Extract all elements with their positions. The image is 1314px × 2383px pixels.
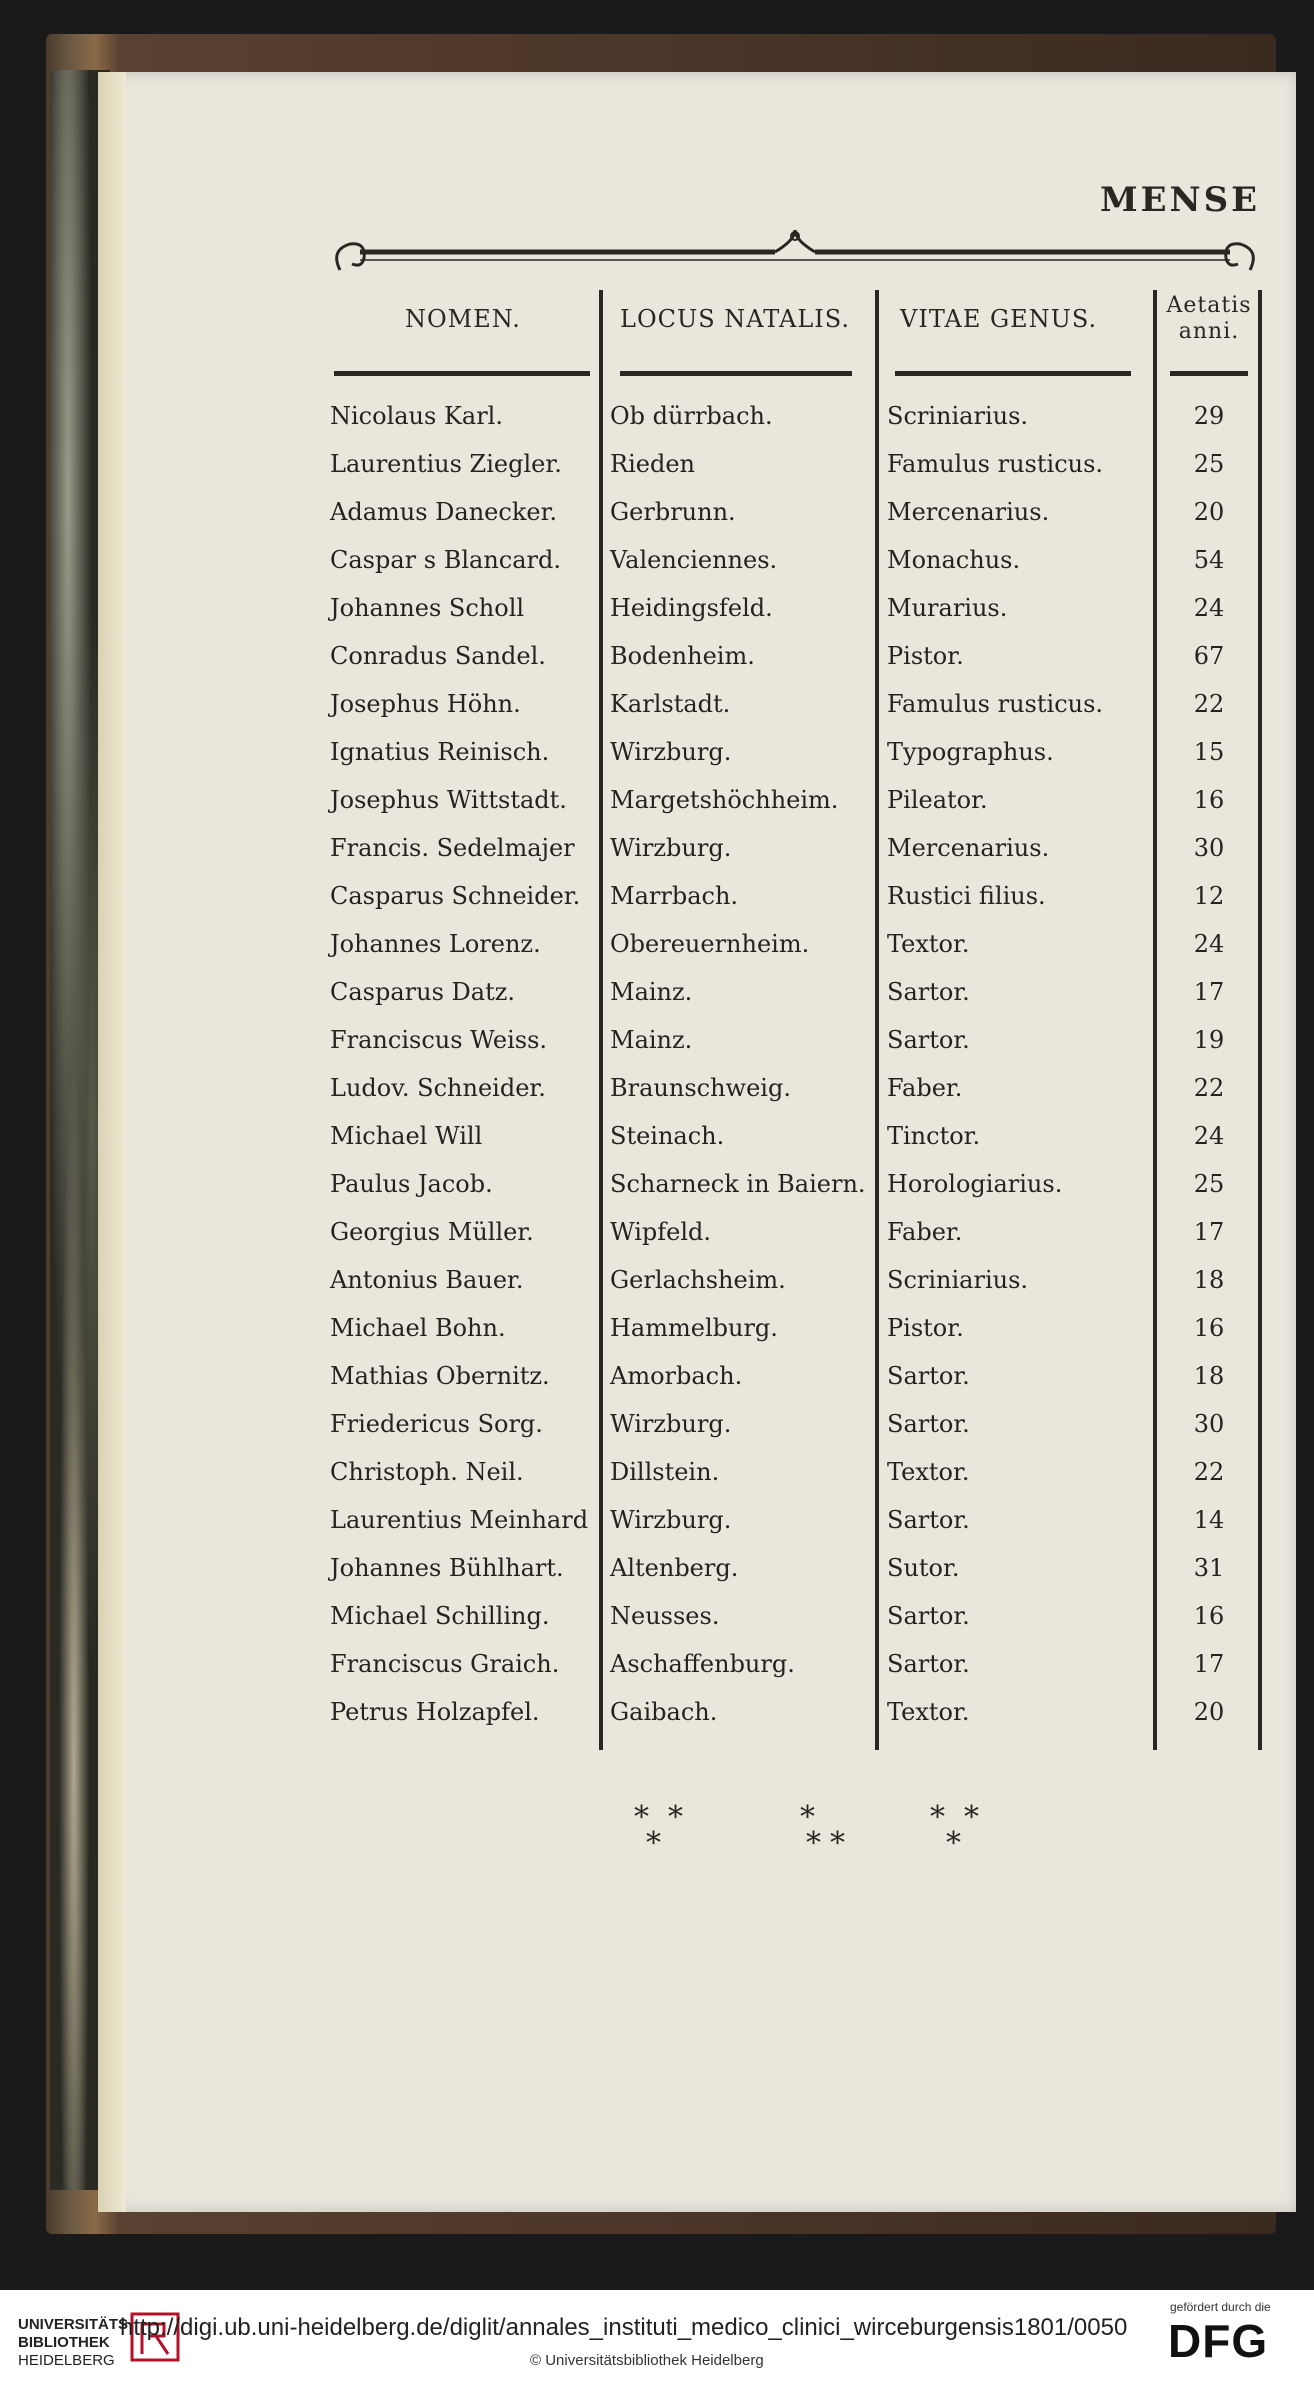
cell-aetatis: 24 [1193, 930, 1225, 958]
cell-aetatis: 29 [1193, 402, 1225, 430]
cell-vitae-genus: Tinctor. [887, 1122, 981, 1150]
cell-aetatis: 30 [1193, 834, 1225, 862]
cell-locus-natalis: Aschaffenburg. [610, 1650, 795, 1678]
cell-aetatis: 67 [1193, 642, 1225, 670]
cell-locus-natalis: Hammelburg. [610, 1314, 778, 1342]
cell-vitae-genus: Pistor. [887, 642, 964, 670]
cell-name: Johannes Scholl [330, 594, 525, 622]
cell-locus-natalis: Wirzburg. [610, 1410, 732, 1438]
cell-name: Ludov. Schneider. [330, 1074, 546, 1102]
cell-vitae-genus: Sartor. [887, 1650, 970, 1678]
table-row [0, 1170, 1314, 1218]
cell-aetatis: 17 [1193, 1650, 1225, 1678]
cell-vitae-genus: Faber. [887, 1218, 963, 1246]
page-permalink[interactable]: http://digi.ub.uni-heidelberg.de/diglit/annales_instituti_medico_clinici_wirceburgensis1801/0050 [120, 2314, 1128, 2341]
cell-name: Mathias Obernitz. [330, 1362, 550, 1390]
cell-name: Franciscus Weiss. [330, 1026, 548, 1054]
cell-name: Franciscus Graich. [330, 1650, 560, 1678]
cell-locus-natalis: Karlstadt. [610, 690, 731, 718]
header-rule-nomen [334, 371, 590, 376]
table-row [0, 1410, 1314, 1458]
cell-locus-natalis: Scharneck in Baiern. [610, 1170, 866, 1198]
cell-name: Nicolaus Karl. [330, 402, 503, 430]
table-row [0, 978, 1314, 1026]
cell-vitae-genus: Typographus. [887, 738, 1054, 766]
cell-name: Paulus Jacob. [330, 1170, 493, 1198]
cell-name: Friedericus Sorg. [330, 1410, 543, 1438]
cell-aetatis: 22 [1193, 1074, 1225, 1102]
table-row [0, 1650, 1314, 1698]
table-row [0, 1602, 1314, 1650]
cell-aetatis: 16 [1193, 1314, 1225, 1342]
cell-aetatis: 20 [1193, 498, 1225, 526]
cell-name: Michael Will [330, 1122, 483, 1150]
cell-name: Georgius Müller. [330, 1218, 534, 1246]
cell-locus-natalis: Marrbach. [610, 882, 739, 910]
cell-aetatis: 31 [1193, 1554, 1225, 1582]
table-row [0, 1362, 1314, 1410]
cell-locus-natalis: Dillstein. [610, 1458, 720, 1486]
cell-aetatis: 19 [1193, 1026, 1225, 1054]
cell-locus-natalis: Obereuernheim. [610, 930, 810, 958]
cell-name: Conradus Sandel. [330, 642, 546, 670]
cell-vitae-genus: Sartor. [887, 1362, 970, 1390]
table-row [0, 1554, 1314, 1602]
cell-name: Caspar s Blancard. [330, 546, 561, 574]
table-row [0, 786, 1314, 834]
table-row [0, 1074, 1314, 1122]
funder-note: gefördert durch die [1170, 2300, 1271, 2314]
table-row [0, 1122, 1314, 1170]
cell-locus-natalis: Bodenheim. [610, 642, 755, 670]
cell-name: Michael Schilling. [330, 1602, 550, 1630]
cell-locus-natalis: Valenciennes. [610, 546, 778, 574]
cell-aetatis: 17 [1193, 978, 1225, 1006]
table-row [0, 1218, 1314, 1266]
table-row [0, 1698, 1314, 1746]
cell-name: Christoph. Neil. [330, 1458, 524, 1486]
aetatis-line2: anni. [1178, 319, 1240, 344]
cell-locus-natalis: Ob dürrbach. [610, 402, 773, 430]
cell-name: Laurentius Meinhard [330, 1506, 589, 1534]
cell-name: Laurentius Ziegler. [330, 450, 562, 478]
table-row [0, 594, 1314, 642]
table-row [0, 546, 1314, 594]
cell-name: Josephus Wittstadt. [330, 786, 567, 814]
column-header-locus-natalis: LOCUS NATALIS. [620, 305, 850, 333]
cell-locus-natalis: Steinach. [610, 1122, 725, 1150]
cell-aetatis: 30 [1193, 1410, 1225, 1438]
header-rule-aetatis [1170, 371, 1248, 376]
table-row [0, 642, 1314, 690]
cell-vitae-genus: Faber. [887, 1074, 963, 1102]
cell-vitae-genus: Monachus. [887, 546, 1021, 574]
cell-locus-natalis: Wipfeld. [610, 1218, 712, 1246]
cell-locus-natalis: Braunschweig. [610, 1074, 791, 1102]
table-row [0, 1314, 1314, 1362]
cell-vitae-genus: Scriniarius. [887, 1266, 1029, 1294]
cell-name: Michael Bohn. [330, 1314, 506, 1342]
cell-name: Casparus Datz. [330, 978, 516, 1006]
cell-aetatis: 12 [1193, 882, 1225, 910]
viewer-footer [0, 2290, 1314, 2383]
dfg-logo: DFG [1168, 2315, 1269, 2367]
copyright-notice: © Universitätsbibliothek Heidelberg [530, 2352, 764, 2369]
cell-name: Johannes Lorenz. [330, 930, 541, 958]
column-header-aetatis [1160, 293, 1258, 345]
header-ornament-rule [330, 230, 1260, 290]
cell-aetatis: 54 [1193, 546, 1225, 574]
running-head: MENSE [1100, 180, 1261, 220]
table-row [0, 402, 1314, 450]
cell-name: Petrus Holzapfel. [330, 1698, 540, 1726]
cell-vitae-genus: Scriniarius. [887, 402, 1029, 430]
cell-name: Josephus Höhn. [330, 690, 521, 718]
cell-locus-natalis: Margetshöchheim. [610, 786, 839, 814]
cell-vitae-genus: Rustici filius. [887, 882, 1046, 910]
cell-vitae-genus: Mercenarius. [887, 498, 1050, 526]
header-rule-locus [620, 371, 852, 376]
cell-name: Antonius Bauer. [330, 1266, 524, 1294]
table-row [0, 930, 1314, 978]
cell-vitae-genus: Textor. [887, 930, 970, 958]
column-header-nomen: NOMEN. [405, 305, 521, 333]
aetatis-line1: Aetatis [1166, 293, 1252, 318]
cell-vitae-genus: Sutor. [887, 1554, 960, 1582]
cell-name: Francis. Sedelmajer [330, 834, 575, 862]
cell-aetatis: 17 [1193, 1218, 1225, 1246]
closing-asterisks: * * * * * * * * * [634, 1800, 979, 1861]
cell-locus-natalis: Mainz. [610, 1026, 693, 1054]
cell-vitae-genus: Murarius. [887, 594, 1008, 622]
cell-vitae-genus: Pileator. [887, 786, 988, 814]
cell-locus-natalis: Wirzburg. [610, 738, 732, 766]
cell-aetatis: 18 [1193, 1266, 1225, 1294]
cell-aetatis: 15 [1193, 738, 1225, 766]
cell-locus-natalis: Gerlachsheim. [610, 1266, 786, 1294]
cell-aetatis: 22 [1193, 690, 1225, 718]
cell-aetatis: 22 [1193, 1458, 1225, 1486]
table-row [0, 498, 1314, 546]
table-row [0, 690, 1314, 738]
cell-locus-natalis: Mainz. [610, 978, 693, 1006]
cell-aetatis: 24 [1193, 1122, 1225, 1150]
cell-locus-natalis: Gerbrunn. [610, 498, 736, 526]
cell-vitae-genus: Mercenarius. [887, 834, 1050, 862]
cell-aetatis: 16 [1193, 786, 1225, 814]
cell-aetatis: 24 [1193, 594, 1225, 622]
cell-locus-natalis: Heidingsfeld. [610, 594, 773, 622]
cell-vitae-genus: Sartor. [887, 1410, 970, 1438]
cell-vitae-genus: Textor. [887, 1698, 970, 1726]
cell-locus-natalis: Wirzburg. [610, 834, 732, 862]
cell-name: Johannes Bühlhart. [330, 1554, 564, 1582]
cell-aetatis: 25 [1193, 450, 1225, 478]
cell-locus-natalis: Amorbach. [610, 1362, 743, 1390]
cell-vitae-genus: Sartor. [887, 1026, 970, 1054]
cell-locus-natalis: Altenberg. [610, 1554, 739, 1582]
cell-name: Ignatius Reinisch. [330, 738, 550, 766]
table-row [0, 738, 1314, 786]
table-row [0, 834, 1314, 882]
cell-aetatis: 16 [1193, 1602, 1225, 1630]
cell-locus-natalis: Gaibach. [610, 1698, 718, 1726]
table-row [0, 1458, 1314, 1506]
cell-vitae-genus: Sartor. [887, 978, 970, 1006]
table-row [0, 1266, 1314, 1314]
table-row [0, 450, 1314, 498]
table-row [0, 1506, 1314, 1554]
cell-aetatis: 18 [1193, 1362, 1225, 1390]
cell-vitae-genus: Famulus rusticus. [887, 690, 1104, 718]
cell-locus-natalis: Wirzburg. [610, 1506, 732, 1534]
cell-vitae-genus: Textor. [887, 1458, 970, 1486]
header-rule-vitae [895, 371, 1131, 376]
library-name: UNIVERSITÄTS BIBLIOTHEK HEIDELBERG [18, 2316, 129, 2369]
cell-locus-natalis: Neusses. [610, 1602, 720, 1630]
table-row [0, 1026, 1314, 1074]
cell-aetatis: 25 [1193, 1170, 1225, 1198]
cell-vitae-genus: Horologiarius. [887, 1170, 1063, 1198]
cell-locus-natalis: Rieden [610, 450, 695, 478]
column-header-vitae-genus: VITAE GENUS. [900, 305, 1098, 333]
cell-vitae-genus: Pistor. [887, 1314, 964, 1342]
cell-name: Adamus Danecker. [330, 498, 558, 526]
cell-aetatis: 20 [1193, 1698, 1225, 1726]
cell-vitae-genus: Sartor. [887, 1506, 970, 1534]
table-row [0, 882, 1314, 930]
cell-aetatis: 14 [1193, 1506, 1225, 1534]
cell-vitae-genus: Famulus rusticus. [887, 450, 1104, 478]
cell-vitae-genus: Sartor. [887, 1602, 970, 1630]
cell-name: Casparus Schneider. [330, 882, 581, 910]
